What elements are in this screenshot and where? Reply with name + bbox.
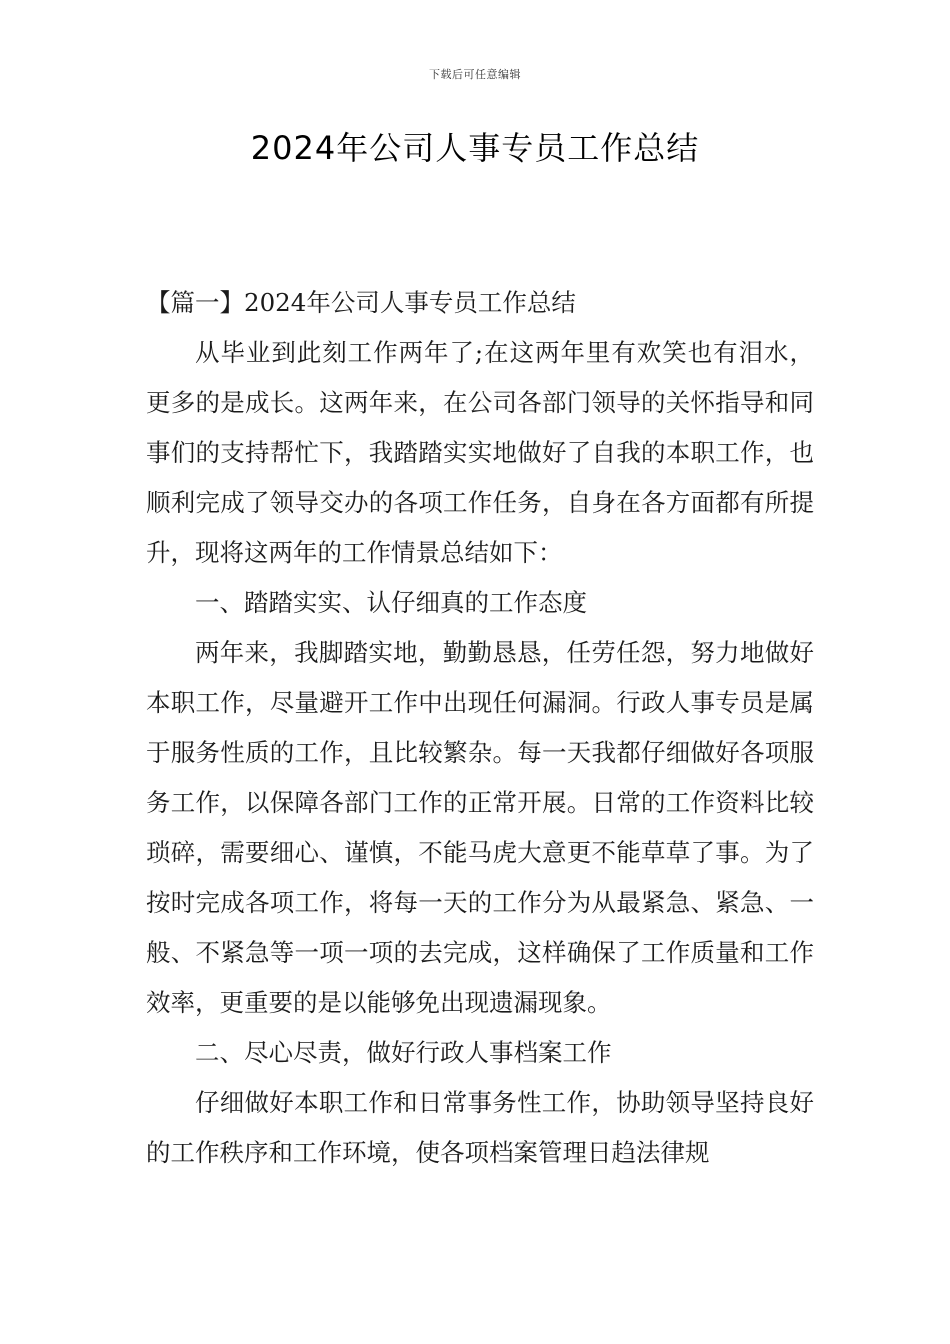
document-title: 2024年公司人事专员工作总结 bbox=[250, 129, 700, 167]
document-body bbox=[146, 278, 814, 1178]
header-note: 下载后可任意编辑 bbox=[429, 68, 521, 81]
paragraph-work-attitude: 两年来，我脚踏实地，勤勤恳恳，任劳任怨，努力地做好本职工作，尽量避开工作中出现任何漏洞。行政人事专员是属于服务性质的工作，且比较繁杂。每一天我都仔细做好各项服务工作，以保障各部门工作的正常开展。日常的工作资料比较琐碎，需要细心、谨慎，不能马虎大意更不能草草了事。为了按时完成各项工作，将每一天的工作分为从最紧急、紧急、一般、不紧急等一项一项的去完成，这样确保了工作质量和工作效率，更重要的是以能够免出现遗漏现象。 bbox=[146, 638, 814, 1017]
section-heading-2: 二、尽心尽责，做好行政人事档案工作 bbox=[195, 1038, 612, 1067]
section-heading-part-one: 【篇一】2024年公司人事专员工作总结 bbox=[146, 288, 576, 317]
paragraph-intro: 从毕业到此刻工作两年了;在这两年里有欢笑也有泪水，更多的是成长。这两年来，在公司各部门领导的关怀指导和同事们的支持帮忙下，我踏踏实实地做好了自我的本职工作，也顺利完成了领导交办的各项工作任务，自身在各方面都有所提升，现将这两年的工作情景总结如下： bbox=[146, 338, 814, 567]
section-heading-1: 一、踏踏实实、认仔细真的工作态度 bbox=[195, 588, 587, 617]
paragraph-archives: 仔细做好本职工作和日常事务性工作，协助领导坚持良好的工作秩序和工作环境，使各项档案管理日趋法律规 bbox=[146, 1088, 814, 1167]
